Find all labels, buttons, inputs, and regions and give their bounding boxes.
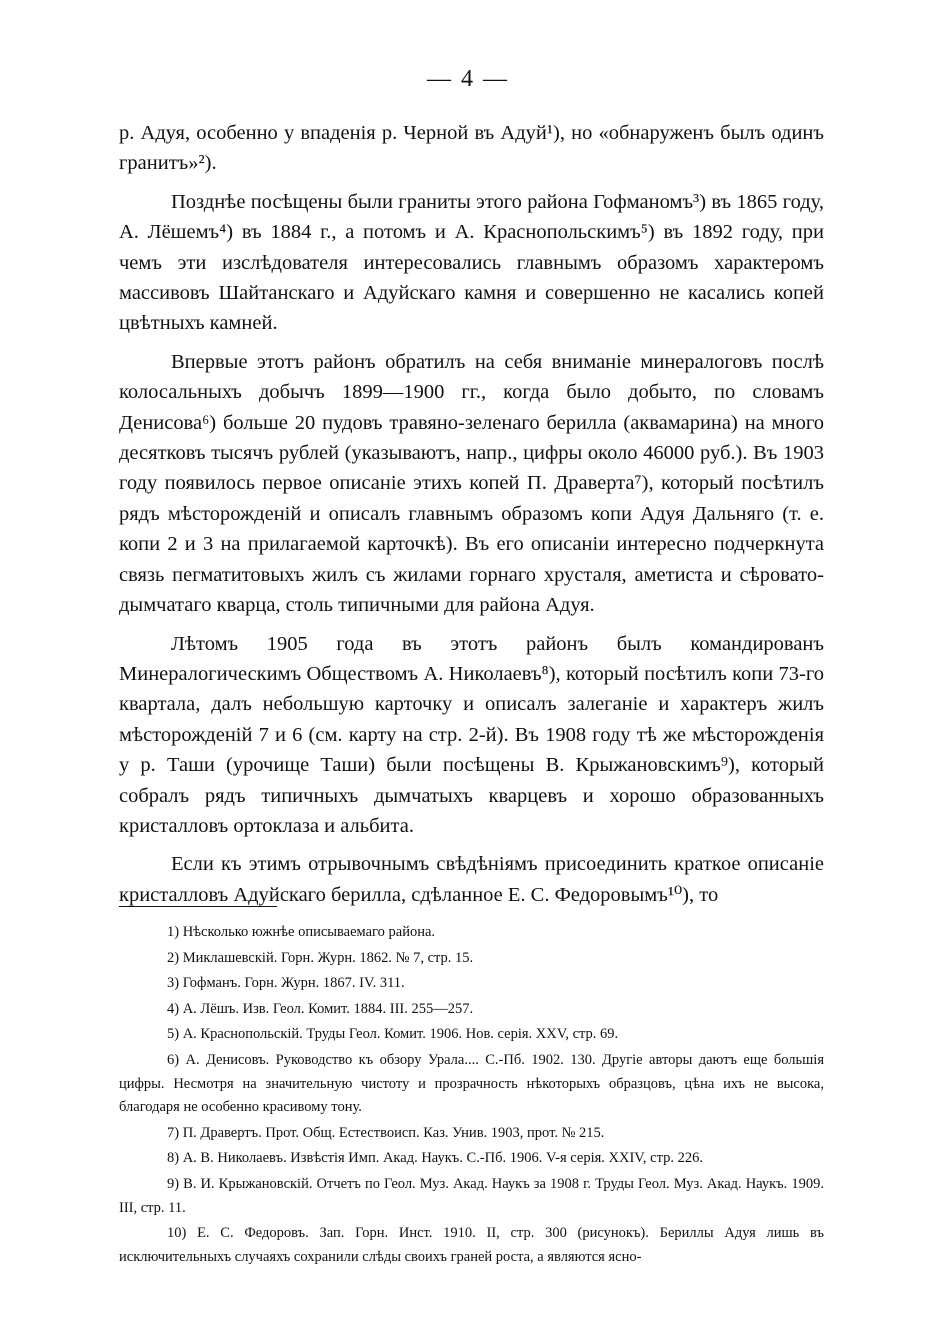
footnote: 3) Гофманъ. Горн. Журн. 1867. IV. 311. [167,975,405,992]
paragraph: Если къ этимъ отрывочнымъ свѣдѣніямъ присоединить краткое описаніе кристалловъ Адуйскаго берилла, сдѣланное Е. С. Федоровымъ¹⁰), то [119,853,824,906]
footnote: 7) П. Дравертъ. Прот. Общ. Естествоисп. Каз. Унив. 1903, прот. № 215. [167,1124,605,1141]
paragraph: Лѣтомъ 1905 года въ этотъ районъ былъ командированъ Минералогическимъ Обществомъ А. Николаевъ⁸), который посѣтилъ копи 73-го квартала, далъ небольшую карточку и описалъ залеганіе и характеръ жилъ мѣсторожденій 7 и 6 (см. карту на стр. 2-й). Въ 1908 году тѣ же мѣсторожденія у р. Таши (урочище Таши) были посѣщены В. Крыжановскимъ⁹), который собралъ рядъ типичныхъ дымчатыхъ кварцевъ и хорошо образованныхъ кристалловъ ортоклаза и альбита. [119,632,824,837]
paragraph: Впервые этотъ районъ обратилъ на себя вниманіе минералоговъ послѣ колосальныхъ добычъ 1899—1900 гг., когда было добыто, по словамъ Денисова⁶) больше 20 пудовъ травяно-зеленаго берилла (аквамарина) на много десятковъ тысячъ рублей (указываютъ, напр., цифры около 46000 руб.). Въ 1903 году появилось первое описаніе этихъ копей П. Драверта⁷), который посѣтилъ рядъ мѣсторожденій и описалъ главнымъ образомъ копи Адуя Дальняго (т. е. копи 2 и 3 на прилагаемой карточкѣ). Въ его описаніи интересно подчеркнута связь пегматитовыхъ жилъ съ жилами горнаго хрусталя, аметиста и сѣровато-дымчатаго кварца, столь типичными для района Адуя. [119,350,824,617]
main-text [119,118,824,918]
footnote: 9) В. И. Крыжановскій. Отчетъ по Геол. Муз. Акад. Наукъ за 1908 г. Труды Геол. Муз. Акад. Наукъ. 1909. III, стр. 11. [119,1175,824,1216]
footnote-divider [119,906,277,907]
footnote: 1) Нѣсколько южнѣе описываемаго района. [167,924,436,940]
footnote: 8) А. В. Николаевъ. Извѣстія Имп. Акад. Наукъ. С.-Пб. 1906. V-я серія. XXIV, стр. 226. [167,1150,703,1167]
footnote: 5) А. Краснопольскій. Труды Геол. Комит. 1906. Нов. серія. XXV, стр. 69. [167,1026,619,1043]
paragraph: р. Адуя, особенно у впаденія р. Черной въ Адуй¹), но «обнаруженъ былъ одинъ гранитъ»²). [119,122,824,175]
footnotes [119,921,824,1271]
footnote: 4) А. Лёшъ. Изв. Геол. Комит. 1884. III. 255—257. [167,1000,474,1017]
page-number: — 4 — [427,66,509,92]
footnote: 6) А. Денисовъ. Руководство къ обзору Урала.... С.-Пб. 1902. 130. Другіе авторы даютъ еще большія цифры. Несмотря на значительную чистоту и прозрачность нѣкоторыхъ образцовъ, цѣна ихъ не высока, благодаря не особенно красивому тону. [119,1051,824,1116]
footnote: 2) Миклашевскій. Горн. Журн. 1862. № 7, стр. 15. [167,949,474,966]
footnote: 10) Е. С. Федоровъ. Зап. Горн. Инст. 1910. II, стр. 300 (рисунокъ). Бериллы Адуя лишь въ исключительныхъ случаяхъ сохранили слѣды своихъ граней роста, а являются ясно- [119,1225,824,1265]
paragraph: Позднѣе посѣщены были граниты этого района Гофманомъ³) въ 1865 году, А. Лёшемъ⁴) въ 1884 г., а потомъ и А. Краснопольскимъ⁵) въ 1892 году, при чемъ эти изслѣдователя интересовались главнымъ образомъ характеромъ массивовъ Шайтанскаго и Адуйскаго камня и совершенно не касались копей цвѣтныхъ камней. [119,190,824,335]
